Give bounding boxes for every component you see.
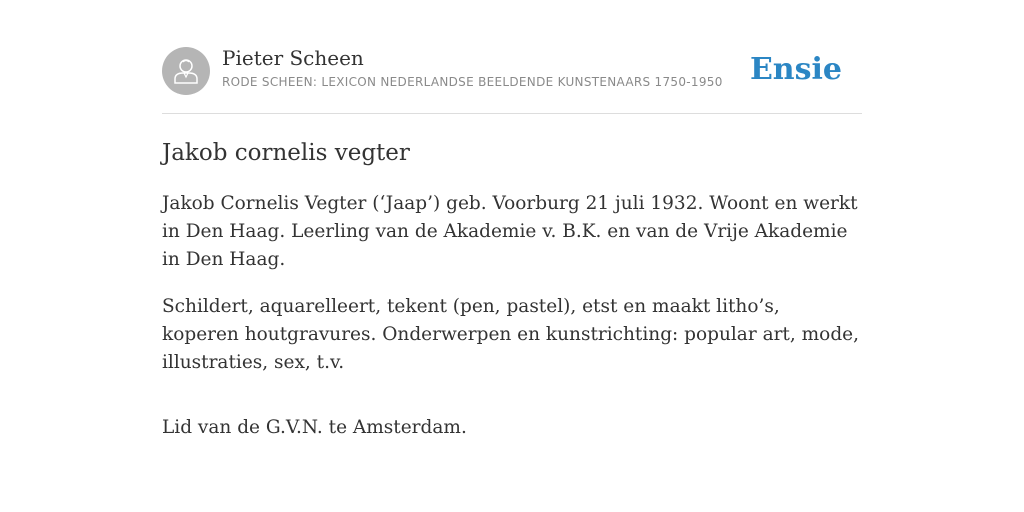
article-title: Jakob cornelis vegter	[162, 140, 410, 166]
ensie-logo[interactable]: Ensie	[749, 52, 842, 87]
entry-header	[162, 46, 862, 96]
article-paragraph: Schildert, aquarelleert, tekent (pen, pastel), etst en maakt litho’s, koperen houtgravures. Onderwerpen en kunstrichting: popular art, mode, illustraties, sex, t.v.	[162, 296, 859, 373]
article-body	[162, 190, 862, 461]
source-title[interactable]: RODE SCHEEN: LEXICON NEDERLANDSE BEELDENDE KUNSTENAARS 1750-1950	[222, 75, 723, 89]
article-paragraph: Jakob Cornelis Vegter (‘Jaap’) geb. Voorburg 21 juli 1932. Woont en werkt in Den Haag. Leerling van de Akademie v. B.K. en van de Vrije Akademie in Den Haag.	[162, 193, 858, 270]
user-avatar-icon[interactable]	[162, 47, 210, 95]
article-paragraph: Lid van de G.V.N. te Amsterdam.	[162, 417, 467, 438]
author-name[interactable]: Pieter Scheen	[222, 46, 364, 70]
header-divider	[162, 113, 862, 114]
